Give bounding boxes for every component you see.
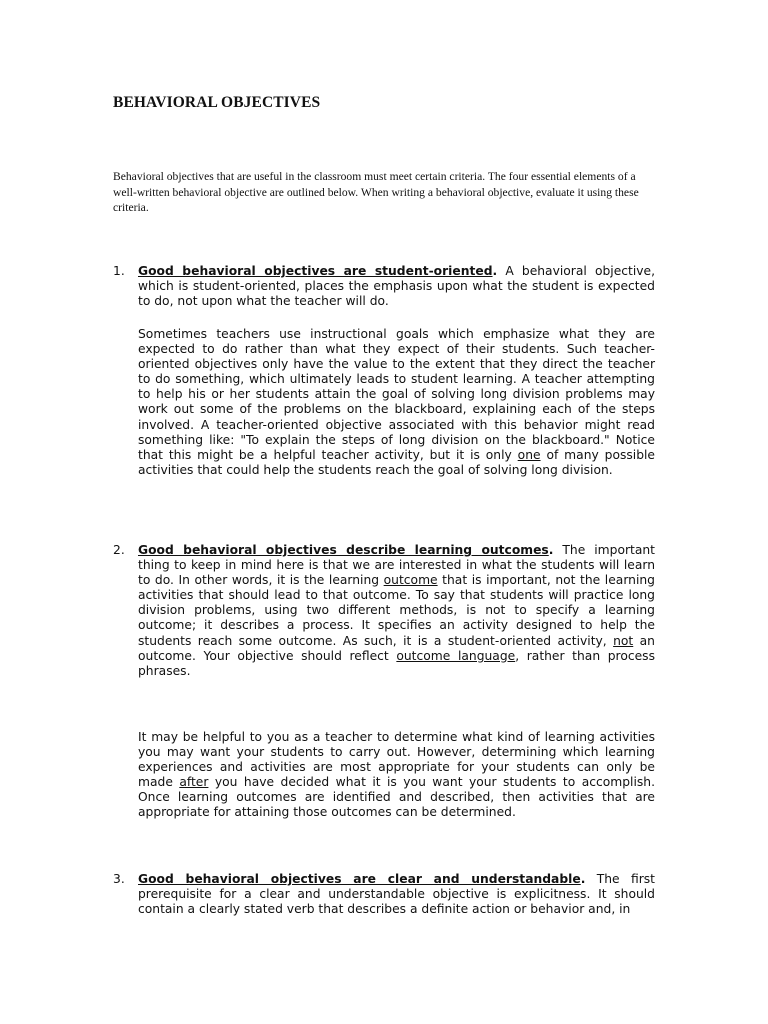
section-2-heading-punct: . [548, 543, 554, 557]
section-2-paragraph-2 [138, 730, 655, 821]
section-1-text: A behavioral objective, which is student-oriented, places the emphasis upon what the student is expected to do, not upon what the teacher will do. [138, 264, 656, 309]
section-1-heading-punct: . [492, 264, 498, 278]
section-2-p2-text-a: It may be helpful to you as a teacher to determine what kind of learning activities you may want your students to carry out. However, determining which learning experiences and activities are most appropriate for your students can only be made [138, 730, 655, 790]
section-3-heading: Good behavioral objectives are clear and understandable [138, 872, 581, 886]
emphasis-not: not [613, 633, 634, 648]
section-3-paragraph [138, 872, 655, 917]
section-3-text: The first prerequisite for a clear and understandable objective is explicitness. It should contain a clearly stated verb that describes a definite action or behavior and, in [138, 872, 655, 917]
emphasis-one: one [517, 447, 541, 462]
section-2-heading: Good behavioral objectives describe learning outcomes [138, 543, 549, 557]
section-1-p2-text-a: Sometimes teachers use instructional goals which emphasize what they are expected to do rather than what they expect of their students. Such teacher-oriented objectives only have the value to the extent that they direct the teacher to do something, which ultimately leads to student learning. A teacher attempting to help his or her students attain the goal of solving long division problems may work out some of the problems on the blackboard, explaining each of the steps involved. A teacher-oriented objective associated with this behavior might read something like: "To explain the steps of long division on the blackboard." Notice that this might be a helpful teacher activity, but it is only [138, 327, 655, 462]
section-1-heading: Good behavioral objectives are student-oriented [138, 264, 493, 278]
section-2-text-3: an outcome. Your objective should reflect [138, 633, 655, 663]
emphasis-outcome-language: outcome language [396, 648, 516, 663]
section-3-number: 3. [113, 872, 125, 886]
page-title: BEHAVIORAL OBJECTIVES [113, 94, 321, 111]
emphasis-after: after [179, 775, 209, 790]
section-2-paragraph [138, 543, 655, 679]
section-1-paragraph-2 [138, 327, 655, 478]
section-2-text-4: , rather than process phrases. [138, 648, 655, 678]
section-1-p2-text-b: of many possible activities that could help the students reach the goal of solving long division. [138, 447, 655, 477]
section-2-text-2: that is important, not the learning activities that should lead to that outcome. To say that students will practice long division problems, using two different methods, is not to specify a learning outcome; it describes a process. It specifies an activity designed to help the students reach some outcome. As such, it is a student-oriented activity, [138, 573, 655, 648]
section-2-text-1: The important thing to keep in mind here is that we are interested in what the students will learn to do. In other words, it is the learning [138, 543, 655, 588]
section-1-number: 1. [113, 264, 125, 278]
section-2-p2-text-b: you have decided what it is you want your students to accomplish. Once learning outcomes are identified and described, then activities that are appropriate for attaining those outcomes can be determined. [138, 775, 655, 820]
section-3-heading-punct: . [580, 872, 586, 886]
section-2-number: 2. [113, 543, 125, 557]
intro-paragraph: Behavioral objectives that are useful in the classroom must meet certain criteria. The four essential elements of a well-written behavioral objective are outlined below. When writing a behavioral objective, evaluate it using these criteria. [113, 170, 639, 214]
emphasis-outcome: outcome [383, 573, 438, 588]
section-1-paragraph [138, 264, 655, 309]
